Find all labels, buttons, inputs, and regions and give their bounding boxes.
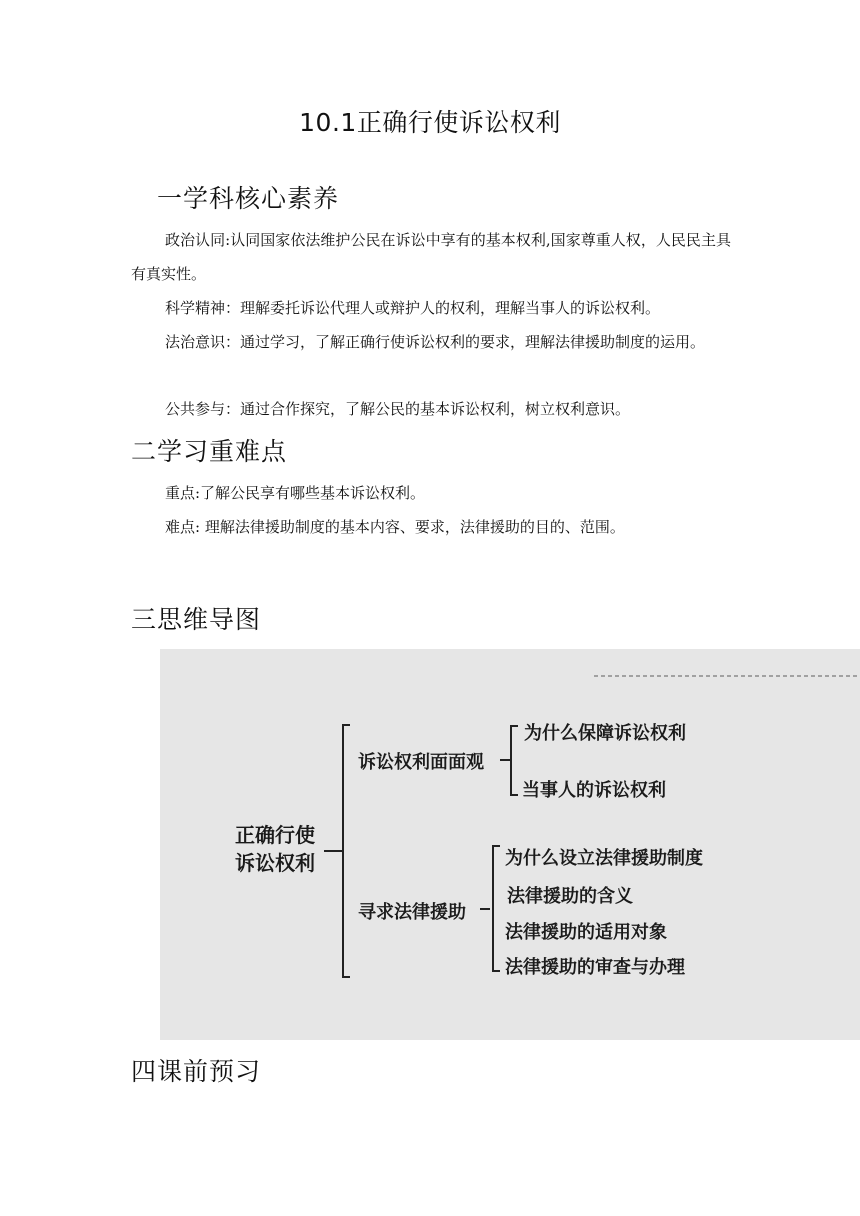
section-heading-preview: 四课前预习 <box>131 1057 262 1086</box>
paragraph-political-identity: 政治认同:认同国家依法维护公民在诉讼中享有的基本权利,国家尊重人权，人民民主具有真实性。 <box>131 231 731 283</box>
section-heading-core-literacy: 一学科核心素养 <box>157 184 340 213</box>
mind-map-image <box>160 649 860 1040</box>
paragraph-key-point: 重点:了解公民享有哪些基本诉讼权利。 <box>165 484 426 502</box>
root-bracket <box>343 725 350 977</box>
branch-legal-aid: 寻求法律援助 <box>358 902 466 923</box>
section-heading-mind-map: 三思维导图 <box>131 605 262 634</box>
leaf-legal-aid-review: 法律援助的审查与办理 <box>505 957 685 978</box>
page-title: 10.1正确行使诉讼权利 <box>299 108 561 137</box>
branch2-bracket <box>493 846 500 971</box>
paragraph-difficult-point: 难点: 理解法律援助制度的基本内容、要求，法律援助的目的、范围。 <box>165 518 625 536</box>
root-line-1: 正确行使 <box>235 823 315 847</box>
mind-map-root <box>235 821 315 877</box>
paragraph-scientific-spirit: 科学精神：理解委托诉讼代理人或辩护人的权利，理解当事人的诉讼权利。 <box>165 299 661 317</box>
paragraph-public-participation: 公共参与：通过合作探究，了解公民的基本诉讼权利，树立权利意识。 <box>165 400 631 418</box>
leaf-why-protect-rights: 为什么保障诉讼权利 <box>524 723 686 744</box>
leaf-legal-aid-scope: 法律援助的适用对象 <box>505 922 667 943</box>
section-heading-key-points: 二学习重难点 <box>131 437 288 466</box>
branch-litigation-rights: 诉讼权利面面观 <box>358 752 484 773</box>
paragraph-rule-of-law: 法治意识：通过学习，了解正确行使诉讼权利的要求，理解法律援助制度的运用。 <box>165 333 706 351</box>
leaf-why-legal-aid-system: 为什么设立法律援助制度 <box>505 848 703 869</box>
root-line-2: 诉讼权利 <box>235 851 315 875</box>
leaf-party-rights: 当事人的诉讼权利 <box>522 780 666 801</box>
leaf-legal-aid-meaning: 法律援助的含义 <box>507 886 633 907</box>
branch1-bracket <box>511 726 518 795</box>
